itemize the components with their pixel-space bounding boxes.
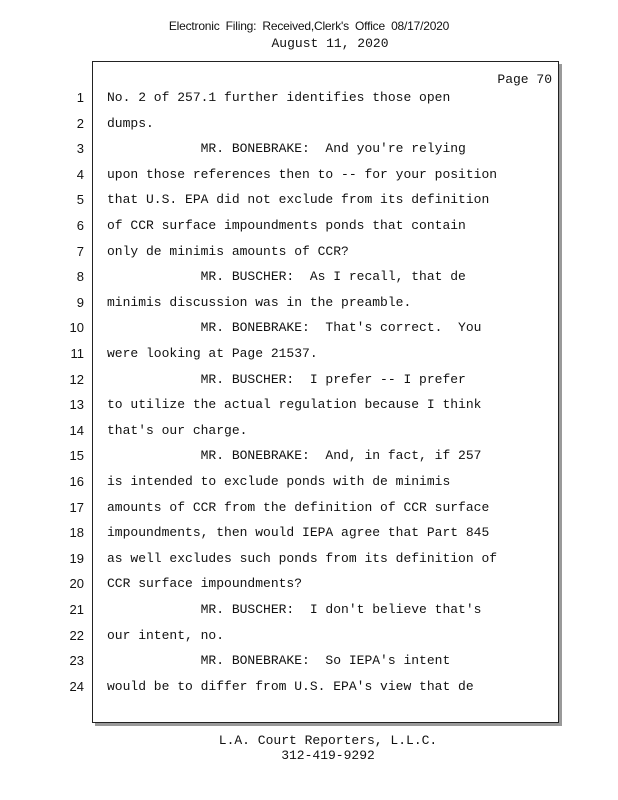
line-number: 21	[69, 602, 84, 617]
transcript-date: August 11, 2020	[271, 36, 389, 51]
line-number: 9	[76, 294, 84, 310]
transcript-line: as well excludes such ponds from its definition of	[107, 550, 498, 566]
reporter-company: L.A. Court Reporters, L.L.C.	[218, 733, 438, 748]
transcript-line: is intended to exclude ponds with de minimis	[107, 474, 451, 489]
transcript-line: that's our charge.	[107, 422, 248, 438]
transcript-line: dumps.	[107, 115, 154, 131]
line-number: 2	[76, 115, 84, 131]
transcript-line: MR. BONEBRAKE: And, in fact, if 257	[107, 448, 482, 464]
line-number: 8	[76, 269, 84, 285]
line-number: 20	[69, 576, 84, 592]
line-number: 23	[69, 653, 84, 669]
line-number: 6	[76, 218, 84, 233]
line-number: 4	[76, 166, 84, 182]
transcript-line: MR. BONEBRAKE: That's correct. You	[107, 320, 482, 336]
transcript-line: only de minimis amounts of CCR?	[107, 243, 349, 259]
line-number: 19	[69, 550, 84, 566]
transcript-line: upon those references then to -- for your position	[107, 166, 498, 182]
line-number: 15	[69, 448, 84, 464]
transcript-line: amounts of CCR from the definition of CCR surface	[107, 499, 490, 515]
transcript-line: our intent, no.	[107, 627, 225, 643]
transcript-line: were looking at Page 21537.	[107, 346, 318, 361]
line-number: 1	[76, 90, 84, 105]
line-number: 5	[76, 192, 84, 208]
transcript-line: would be to differ from U.S. EPA's view that de	[107, 678, 474, 694]
transcript-page	[92, 61, 559, 723]
line-number: 17	[69, 499, 84, 515]
line-number: 7	[76, 243, 84, 259]
line-number: 14	[69, 422, 84, 438]
transcript-line: MR. BUSCHER: I prefer -- I prefer	[107, 371, 466, 387]
transcript-line: CCR surface impoundments?	[107, 576, 303, 592]
transcript-line: to utilize the actual regulation because I think	[107, 397, 482, 413]
transcript-line: that U.S. EPA did not exclude from its definition	[107, 192, 490, 208]
transcript-line: No. 2 of 257.1 further identifies those open	[107, 90, 451, 105]
footer	[0, 733, 618, 763]
line-number: 12	[69, 371, 84, 387]
line-number: 11	[70, 346, 84, 361]
electronic-filing-stamp: Electronic Filing: Received,Clerk's Office 08/17/2020	[168, 19, 450, 33]
transcript-line: of CCR surface impoundments ponds that contain	[107, 218, 466, 233]
reporter-phone: 312-419-9292	[281, 748, 375, 763]
transcript-line: impoundments, then would IEPA agree that Part 845	[107, 525, 490, 541]
transcript-line: MR. BONEBRAKE: So IEPA's intent	[107, 653, 451, 669]
page-number: Page 70	[497, 72, 552, 87]
line-number: 3	[76, 141, 84, 157]
line-number: 18	[69, 525, 84, 541]
line-number: 13	[69, 397, 84, 413]
transcript-line: minimis discussion was in the preamble.	[107, 294, 412, 310]
transcript-line: MR. BUSCHER: I don't believe that's	[107, 602, 482, 617]
line-number: 22	[69, 627, 84, 643]
line-number: 16	[69, 474, 84, 489]
line-number: 24	[69, 678, 84, 694]
line-number: 10	[69, 320, 84, 336]
transcript-line: MR. BONEBRAKE: And you're relying	[107, 141, 466, 157]
transcript-line: MR. BUSCHER: As I recall, that de	[107, 269, 466, 285]
